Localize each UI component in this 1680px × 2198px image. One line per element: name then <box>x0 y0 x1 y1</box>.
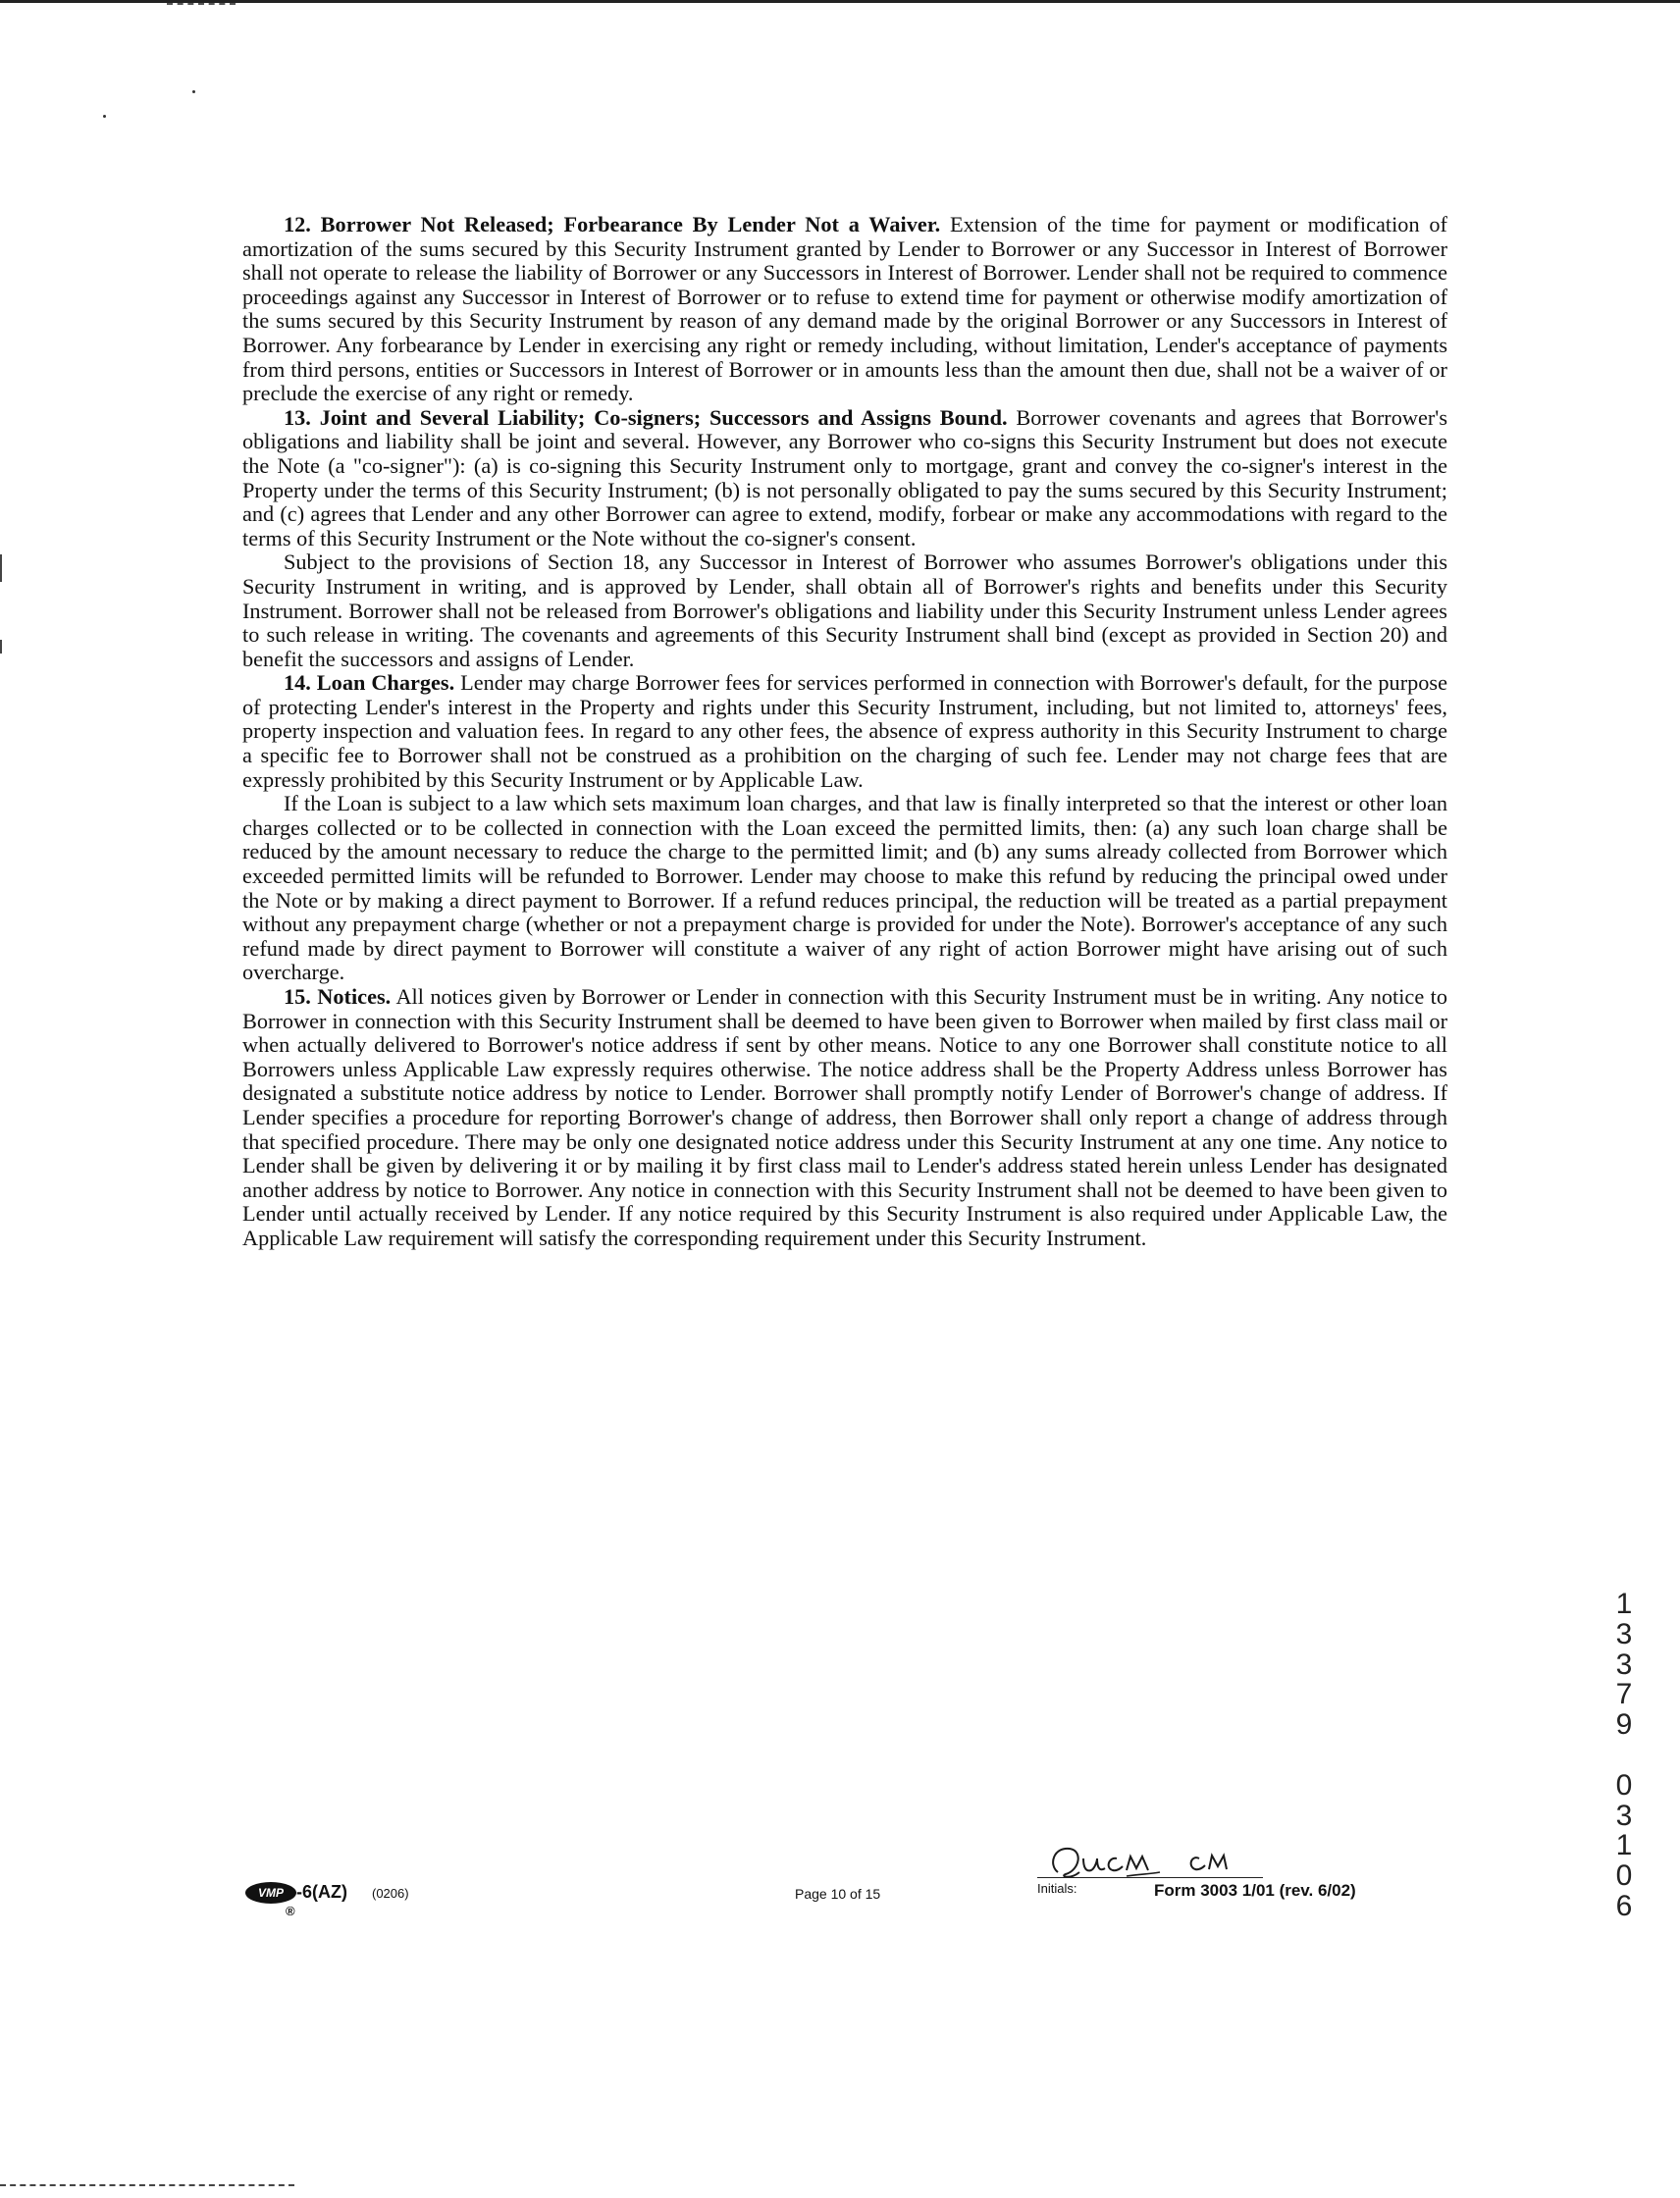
bottom-scan-mark <box>0 2184 294 2186</box>
section-13-heading: 13. Joint and Several Liability; Co-signers; Successors and Assigns Bound. <box>284 404 1008 430</box>
section-14-continuation-text: If the Loan is subject to a law which sets maximum loan charges, and that law is finally interpreted so that the interest or other loan charges collected or to be collected in connection with the Loan exceed the permitted limits, then: (a) any such loan charge shall be reduced by the amount necessary to reduce the charge to the permitted limit; and (b) any sums already collected from Borrower which exceeded permitted limits will be refunded to Borrower. Lender may choose to make this refund by reducing the principal owed under the Note or by making a direct payment to Borrower. If a refund reduces principal, the reduction will be treated as a partial prepayment without any prepayment charge (whether or not a prepayment charge is provided for under the Note). Borrower's acceptance of any such refund made by direct payment to Borrower will constitute a waiver of any right of action Borrower might have arising out of such overcharge. <box>242 791 1447 985</box>
initials-signature <box>1040 1837 1295 1886</box>
section-14-continuation <box>242 792 1447 985</box>
initials-label: Initials: <box>1037 1881 1077 1896</box>
stamp-digit: 0 <box>1615 1859 1633 1893</box>
stamp-digit: 1 <box>1615 1588 1633 1620</box>
section-13-paragraph <box>242 406 1447 551</box>
section-14-heading: 14. Loan Charges. <box>284 670 455 696</box>
initials-line <box>1037 1877 1263 1878</box>
section-14-text: Lender may charge Borrower fees for services performed in connection with Borrower's default, for the purpose of protecting Lender's interest in the Property and rights under this Security Instrument, including, but not limited to, attorneys' fees, property inspection and valuation fees. In regard to any other fees, the absence of express authority in this Security Instrument to charge a specific fee to Borrower shall not be construed as a prohibition on the charging of such fee. Lender may not charge fees that are expressly prohibited by this Security Instrument or by Applicable Law. <box>242 670 1447 792</box>
vmp-logo: VMP <box>245 1882 296 1904</box>
section-12-text: Extension of the time for payment or modification of amortization of the sums secured by this Security Instrument granted by Lender to Borrower or any Successor in Interest of Borrower shall not operate to release the liability of Borrower or any Successors in Interest of Borrower. Lender shall not be required to commence proceedings against any Successor in Interest of Borrower or to refuse to extend time for payment or otherwise modify amortization of the sums secured by this Security Instrument by reason of any demand made by the original Borrower or any Successors in Interest of Borrower. Any forbearance by Lender in exercising any right or remedy including, without limitation, Lender's acceptance of payments from third persons, entities or Successors in Interest of Borrower or in amounts less than the amount then due, shall not be a waiver of or preclude the exercise of any right or remedy. <box>242 212 1447 406</box>
section-15-paragraph <box>242 985 1447 1251</box>
scan-edge-mark <box>0 554 2 582</box>
scan-edge-mark <box>0 640 2 654</box>
top-edge-rule <box>0 0 1680 3</box>
scan-speck <box>192 90 195 93</box>
stamp-digit: 0 <box>1615 1768 1633 1802</box>
section-13-continuation-text: Subject to the provisions of Section 18, any Successor in Interest of Borrower who assumes Borrower's obligations under this Security Instrument in writing, and is approved by Lender, shall obtain all of Borrower's rights and benefits under this Security Instrument. Borrower shall not be released from Borrower's obligations and liability under this Security Instrument unless Lender agrees to such release in writing. The covenants and agreements of this Security Instrument shall bind (except as provided in Section 20) and benefit the successors and assigns of Lender. <box>242 550 1447 671</box>
stamp-digit: 3 <box>1615 1799 1633 1832</box>
stamp-digit: 7 <box>1615 1678 1633 1711</box>
section-13-continuation <box>242 550 1447 671</box>
form-date-code: (0206) <box>372 1886 409 1901</box>
form-code: -6(AZ) <box>296 1882 347 1902</box>
page-footer <box>0 1869 1680 1948</box>
section-15-text: All notices given by Borrower or Lender in connection with this Security Instrument must be in writing. Any notice to Borrower in connection with this Security Instrument shall be deemed to have been given to Borrower when mailed by first class mail or when actually delivered to Borrower's notice address if sent by other means. Notice to any one Borrower shall constitute notice to all Borrowers unless Applicable Law expressly requires otherwise. The notice address shall be the Property Address unless Borrower has designated a substitute notice address by notice to Lender. Borrower shall promptly notify Lender of Borrower's change of address. If Lender specifies a procedure for reporting Borrower's change of address, then Borrower shall only report a change of address through that specified procedure. There may be only one designated notice address under this Security Instrument at any one time. Any notice to Lender shall be given by delivering it or by mailing it by first class mail to Lender's address stated herein unless Lender has designated another address by notice to Borrower. Any notice in connection with this Security Instrument shall not be deemed to have been given to Lender until actually received by Lender. If any notice required by this Security Instrument is also required under Applicable Law, the Applicable Law requirement will satisfy the corresponding requirement under this Security Instrument. <box>242 984 1447 1250</box>
stamp-gap <box>1609 1741 1639 1771</box>
section-12-heading: 12. Borrower Not Released; Forbearance By Lender Not a Waiver. <box>284 212 941 236</box>
stamp-digit: 1 <box>1615 1829 1633 1862</box>
registered-mark: ® <box>286 1904 295 1918</box>
form-identifier: Form 3003 1/01 (rev. 6/02) <box>1154 1881 1356 1900</box>
stamp-digit: 3 <box>1615 1617 1633 1650</box>
stamp-digit: 6 <box>1615 1889 1633 1922</box>
section-12-paragraph <box>242 213 1447 406</box>
section-14-paragraph <box>242 671 1447 792</box>
document-body <box>242 213 1447 1251</box>
stamp-digit: 9 <box>1615 1708 1633 1742</box>
page-number: Page 10 of 15 <box>795 1886 881 1902</box>
top-scan-mark <box>167 3 236 5</box>
section-13-text: Borrower covenants and agrees that Borrower's obligations and liability shall be joint and several. However, any Borrower who co-signs this Security Instrument but does not execute the Note (a "co-signer"): (a) is co-signing this Security Instrument only to mortgage, grant and convey the co-signer's interest in the Property under the terms of this Security Instrument; (b) is not personally obligated to pay the sums secured by this Security Instrument; and (c) agrees that Lender and any other Borrower can agree to extend, modify, forbear or make any accommodations with regard to the terms of this Security Instrument or the Note without the co-signer's consent. <box>242 404 1447 550</box>
stamp-digit: 3 <box>1615 1648 1633 1681</box>
section-15-heading: 15. Notices. <box>284 984 392 1009</box>
scan-speck <box>103 115 106 118</box>
